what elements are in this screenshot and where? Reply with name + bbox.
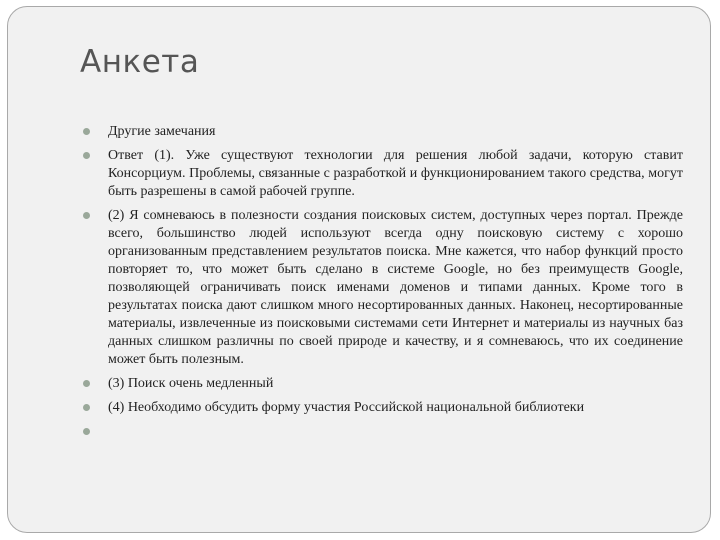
bullet-item bbox=[83, 399, 683, 417]
bullet-item bbox=[83, 375, 683, 393]
bullet-dot-icon bbox=[83, 152, 90, 159]
bullet-text: (2) Я сомневаюсь в полезности создания поисковых систем, доступных через портал. Прежде всего, большинство людей используют всегда одну поисковую систему с хорошо организованным представлением результатов поиска. Мне кажется, что набор функций просто повторяет то, что может быть сделано в системе Google, но без преимуществ Google, позволяющей ограничивать поиск именами доменов и типами данных. Кроме того в результатах поиска дают слишком много несортированных данных. Наконец, несортированные материалы, извлеченные из поисковыми системами сети Интернет и материалы из научных баз данных слишком различны по своей природе и качеству, и я сомневаюсь, что их соединение может быть полезным. bbox=[108, 208, 683, 367]
bullet-list bbox=[83, 123, 683, 447]
bullet-dot-icon bbox=[83, 212, 90, 219]
bullet-text: Другие замечания bbox=[108, 124, 216, 139]
bullet-item bbox=[83, 123, 683, 141]
bullet-dot-icon bbox=[83, 380, 90, 387]
bullet-dot-icon bbox=[83, 428, 90, 435]
bullet-item-empty bbox=[83, 423, 683, 441]
bullet-text: (3) Поиск очень медленный bbox=[108, 376, 274, 391]
bullet-item bbox=[83, 207, 683, 369]
bullet-text: Ответ (1). Уже существуют технологии для решения любой задачи, которую ставит Консорциум. Проблемы, связанные с разработкой и функционированием такого средства, могут быть разрешены в самой рабочей группе. bbox=[108, 148, 683, 199]
bullet-item bbox=[83, 147, 683, 201]
bullet-dot-icon bbox=[83, 128, 90, 135]
bullet-dot-icon bbox=[83, 404, 90, 411]
bullet-text: (4) Необходимо обсудить форму участия Российской национальной библиотеки bbox=[108, 400, 585, 415]
slide-title: Анкета bbox=[80, 44, 200, 80]
slide bbox=[7, 6, 711, 533]
